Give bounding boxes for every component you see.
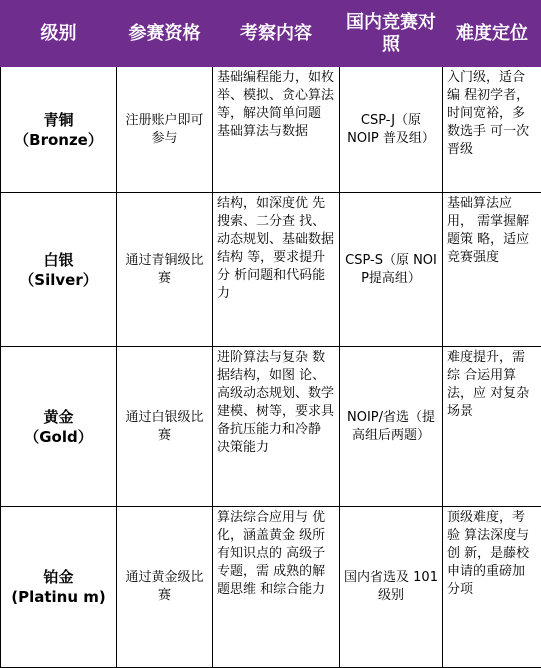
qualification-cell: 注册账户即可参与 <box>117 67 213 193</box>
level-cell <box>1 193 117 347</box>
table-row <box>1 347 541 507</box>
level-name: 黄金 <box>3 407 114 427</box>
positioning-cell: 入门级，适合编 程初学者，时间宽裕，多数选手 可一次晋级 <box>443 67 541 193</box>
content-cell: 结构，如深度优 先搜索、二分查 找、动态规划、基础数据结构 等，要求提升分 析问题和代码能 力 <box>213 193 340 347</box>
header-level: 级别 <box>1 1 117 67</box>
level-cell <box>1 67 117 193</box>
positioning-cell: 难度提升，需综 合运用算法，应 对复杂场景 <box>443 347 541 507</box>
header-row <box>1 1 541 67</box>
level-english: （Bronze） <box>3 130 114 150</box>
qualification-cell: 通过黄金级比赛 <box>117 507 213 668</box>
level-english: （Gold） <box>3 427 114 447</box>
positioning-cell: 基础算法应用， 需掌握解题策 略，适应竞赛强度 <box>443 193 541 347</box>
level-english: (Platinu m) <box>3 587 114 607</box>
level-name: 白银 <box>3 250 114 270</box>
table-row <box>1 67 541 193</box>
level-cell <box>1 347 117 507</box>
header-positioning: 难度定位 <box>443 1 541 67</box>
header-comparison: 国内竞赛对照 <box>340 1 443 67</box>
positioning-cell: 顶级难度，考验 算法深度与创 新，是藤校申请的重磅加分项 <box>443 507 541 668</box>
qualification-cell: 通过青铜级比赛 <box>117 193 213 347</box>
comparison-cell: CSP-J（原 NOIP 普及组） <box>340 67 443 193</box>
content-cell: 算法综合应用与 优化，涵盖黄金 级所有知识点的 高级子专题，需 成熟的解题思维 和综合能力 <box>213 507 340 668</box>
header-content: 考察内容 <box>213 1 340 67</box>
level-english: （Silver） <box>3 270 114 290</box>
table-row <box>1 507 541 668</box>
comparison-cell: 国内省选及 101 级别 <box>340 507 443 668</box>
level-cell <box>1 507 117 668</box>
level-name: 铂金 <box>3 567 114 587</box>
table-row <box>1 193 541 347</box>
level-name: 青铜 <box>3 110 114 130</box>
comparison-cell: CSP-S（原 NOI P提高组） <box>340 193 443 347</box>
content-cell: 基础编程能力，如枚举、模拟、贪心算法等，解决简单问题 基础算法与数据 <box>213 67 340 193</box>
header-qualification: 参赛资格 <box>117 1 213 67</box>
content-cell: 进阶算法与复杂 数据结构，如图 论、高级动态规划、数学建模、树等，要求具备抗压能力和冷静 决策能力 <box>213 347 340 507</box>
comparison-cell: NOIP/省选（提 高组后两题） <box>340 347 443 507</box>
qualification-cell: 通过白银级比赛 <box>117 347 213 507</box>
